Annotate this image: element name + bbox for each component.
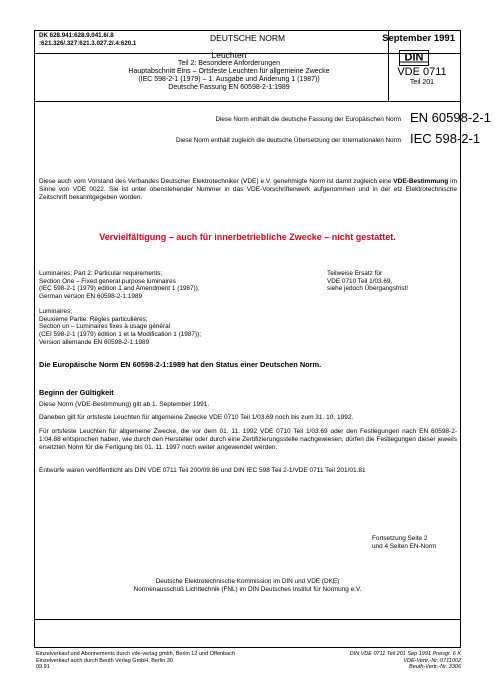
copy-warning: Vervielfältigung – auch für innerbetriebliche Zwecke – nicht gestattet.	[99, 232, 396, 242]
replacement-line: Teilweise Ersatz für	[327, 270, 383, 277]
french-title-line: Section un – Luminaires fixes à usage général	[39, 323, 171, 331]
vde-paragraph	[39, 178, 457, 203]
en-statement: Diese Norm enthält die deutsche Fassung der Europäischen Norm	[215, 116, 401, 123]
sales-line: Einzelverkauf und Abonnements durch vde-verlag gmbh, Berlin 12 und Offenbach	[36, 651, 235, 657]
title-line: Hauptabschnitt Eins – Ortsfeste Leuchten für allgemeine Zwecke	[128, 68, 330, 75]
vde-bestimmung: VDE-Bestimmung	[393, 178, 449, 185]
document-title	[70, 50, 388, 92]
dk-line-2: :621.326/.327:621.3.027.2/.4:620.1	[39, 40, 137, 47]
sales-line: Einzelverkauf auch durch Beuth Verlag GmbH, Berlin 30	[36, 657, 173, 664]
vde-text: im Sinne von VDE 0022. Sie ist unter obenstehender Nummer in das VDE-Vorschriftenwerk aufgenommen und in der etz Elektrotechnische Zeitschrift bekanntgegeben worden.	[39, 178, 457, 202]
replacement-line: siehe jedoch Übergangsfrist!	[327, 285, 408, 293]
vde-text: Diese auch vom Vorstand des Verbandes Deutscher Elektrotechniker (VDE) e.V. genehmigte Norm ist damit zugleich eine	[39, 178, 394, 185]
dk-line-1: DK 628.941:628.9.041.6/.8	[39, 32, 114, 39]
english-title-line: Luminaires; Part 2: Particular requirements;	[39, 270, 163, 277]
french-title-line: Version allemande EN 60598-2-1:1989	[39, 338, 150, 346]
title-line: (IEC 598-2-1 (1979) – 1. Ausgabe und Änderung 1 (1987))	[138, 76, 320, 83]
order-line: DIN VDE 0711 Teil 201 Sep 1991 Preisgr. 6 K	[349, 651, 461, 657]
replacement-line: VDE 0710 Teil 1/03.69,	[327, 277, 393, 285]
continuation-line: Fortsetzung Seite 2	[372, 535, 428, 542]
commission-line: Deutsche Elektrotechnische Kommission im DIN und VDE (DKE)	[155, 578, 340, 585]
vde-number: VDE 0711	[397, 66, 447, 78]
issue-date: September 1991	[382, 33, 455, 44]
english-title-line: (IEC 598-2-1 (1979) edition 1 and Amendment 1 (1987));	[39, 285, 200, 293]
validity-heading: Beginn der Gültigkeit	[39, 388, 114, 397]
iec-statement: Diese Norm enthält zugleich die deutsche Übersetzung der Internationalen Norm	[175, 137, 401, 144]
commission-footer	[0, 578, 495, 594]
continuation-note	[372, 535, 436, 550]
french-title-line: Luminaires;	[39, 308, 73, 315]
english-title-line: German version EN 60598-2-1:1989	[39, 293, 143, 301]
order-line: VDE-Vertr.-Nr. 0711002	[403, 657, 461, 664]
french-title	[39, 308, 201, 347]
continuation-line: und 4 Seiten EN-Norm	[372, 542, 437, 550]
english-title-line: Section One – Fixed general purpose luminaires	[39, 277, 176, 285]
validity-paragraph: Für ortsfeste Leuchten für allgemeine Zwecke, die vor dem 01. 11. 1992 VDE 0710 Teil 1/03.69 oder den Festlegungen nach EN 60598-2-1:04.88 entsprochen haben, wie durch den Hersteller oder durch eine Zertifizierungsstelle nachgewiesen, dürfen die Festlegungen dieser jeweils ersetzten Norm für die Fertigung bis 01. 11. 1997 noch weiter angewendet werden.	[39, 428, 457, 452]
validity-paragraph: Diese Norm (VDE-Bestimmung) gilt ab 1. September 1991.	[39, 401, 210, 408]
norm-type: DEUTSCHE NORM	[209, 33, 286, 43]
iec-reference: IEC 598-2-1	[410, 131, 481, 146]
french-title-line: Deuxième Partie: Règles particulières;	[39, 315, 148, 323]
status-statement: Die Europäische Norm EN 60598-2-1:1989 hat den Status einer Deutschen Norm.	[39, 360, 322, 369]
din-logo-icon	[399, 50, 429, 66]
validity-paragraph: Daneben gilt für ortsfeste Leuchten für allgemeine Zwecke VDE 0710 Teil 1/03.69 noch bis zum 31. 10. 1992.	[39, 414, 354, 421]
title-main: Leuchten	[211, 50, 247, 60]
en-reference: EN 60598-2-1	[410, 110, 491, 125]
title-line: Deutsche Fassung EN 60598-2-1:1989	[168, 84, 290, 91]
order-line: Beuth-Vertr.-Nr. 3306	[409, 664, 461, 671]
french-title-line: (CEI 598-2-1 (1979) édition 1 et la Modification 1 (1987));	[39, 331, 201, 339]
drafts-paragraph: Entwürfe waren veröffentlicht als DIN VDE 0711 Teil 200/09.86 und DIN IEC 598 Teil 2-1/VDE 0711 Teil 201/01.81	[39, 467, 366, 474]
replacement-note	[327, 270, 408, 293]
english-title	[39, 270, 200, 301]
sales-info	[36, 651, 235, 671]
vde-part: Teil 201	[409, 79, 435, 86]
footer-divider	[35, 619, 460, 620]
order-info	[350, 651, 461, 671]
title-line: Teil 2: Besondere Anforderungen	[178, 60, 280, 67]
title-divider	[35, 101, 460, 102]
commission-line: Normenausschuß Lichttechnik (FNL) im DIN Deutsches Institut für Normung e.V.	[133, 586, 362, 594]
din-logo-text: DIN	[404, 51, 424, 64]
sales-line: 09.91	[36, 664, 50, 671]
